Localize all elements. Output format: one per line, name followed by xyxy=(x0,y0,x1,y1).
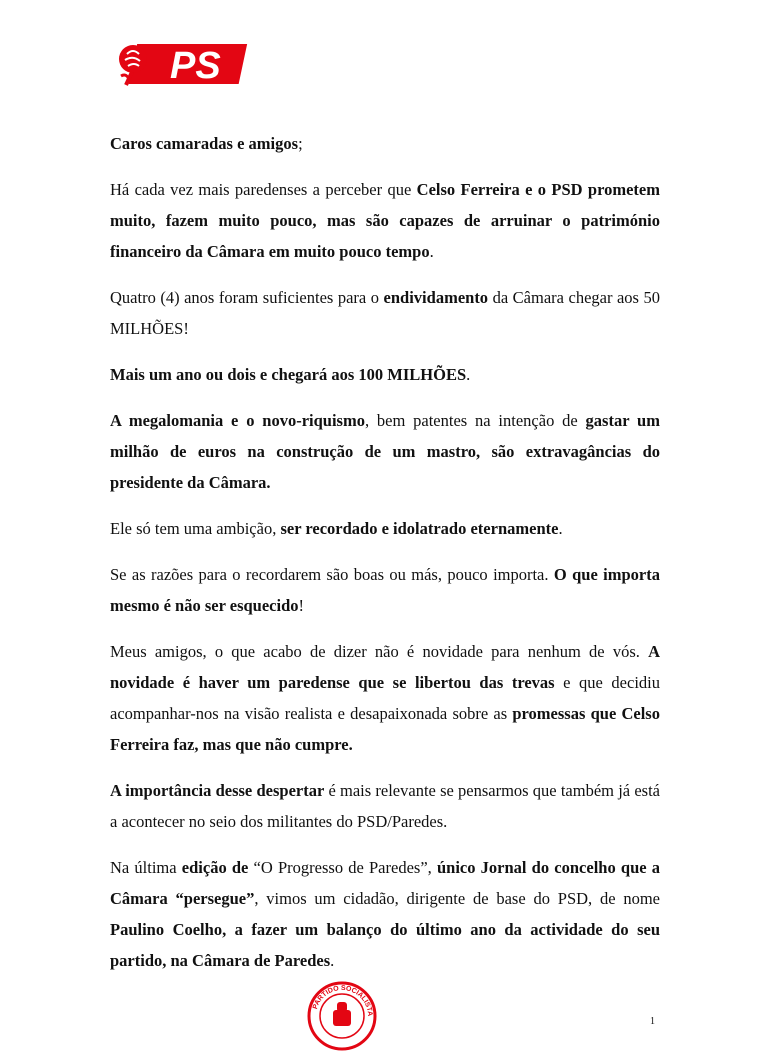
letter-paragraph xyxy=(110,359,660,390)
bold-text: único Jornal do concelho que a Câmara “persegue” xyxy=(110,858,660,908)
bold-text: ser recordado e idolatrado eternamente xyxy=(280,519,559,538)
body-text: ! xyxy=(298,596,305,615)
emblem-text: PARTIDO SOCIALISTA xyxy=(311,984,374,1017)
body-text: , vimos um cidadão, dirigente de base do PSD, de nome xyxy=(254,889,660,908)
body-text: e que decidiu acompanhar-nos na visão realista e desapaixonada sobre as xyxy=(110,673,660,723)
bold-text: A importância desse despertar xyxy=(110,781,325,800)
letter-paragraph xyxy=(110,852,660,976)
body-text: , bem patentes na intenção de xyxy=(364,411,586,430)
body-text: Há cada vez mais paredenses a perceber que xyxy=(110,180,417,199)
bold-text: O que importa mesmo é não ser esquecido xyxy=(110,565,660,615)
body-text: Ele só tem uma ambição, xyxy=(110,519,281,538)
bold-text: gastar um milhão de euros na construção de um mastro, são extravagâncias do presidente da Câmara. xyxy=(110,411,660,492)
letter-paragraph xyxy=(110,636,660,760)
bold-text: A megalomania e o novo-riquismo xyxy=(110,411,365,430)
letter-body xyxy=(110,128,660,991)
body-text: da Câmara chegar aos 50 MILHÕES! xyxy=(110,288,660,338)
body-text: . xyxy=(558,519,563,538)
bold-text: Paulino Coelho, a fazer um balanço do último ano da actividade do seu partido, na Câmara de Paredes xyxy=(110,920,660,970)
party-emblem xyxy=(306,980,378,1052)
bold-text: Celso Ferreira e o PSD prometem muito, fazem muito pouco, mas são capazes de arruinar o património financeiro da Câmara em muito pouco tempo xyxy=(110,180,660,261)
body-text: Se as razões para o recordarem são boas ou más, pouco importa. xyxy=(110,565,554,584)
body-text: Na última xyxy=(110,858,182,877)
letter-paragraph xyxy=(110,559,660,621)
bold-text: Mais um ano ou dois e chegará aos 100 MILHÕES xyxy=(110,365,467,384)
body-text: . xyxy=(429,242,434,261)
page-number: 1 xyxy=(650,1016,655,1027)
body-text: é mais relevante se pensarmos que também já está a acontecer no seio dos militantes do PSD/Paredes. xyxy=(110,781,660,831)
letter-paragraph xyxy=(110,775,660,837)
letter-paragraph xyxy=(110,513,660,544)
body-text: . xyxy=(466,365,471,384)
logo-text: PS xyxy=(170,45,221,86)
body-text: Meus amigos, o que acabo de dizer não é novidade para nenhum de vós. xyxy=(110,642,649,661)
fist-icon xyxy=(333,1002,351,1026)
bold-text: endividamento xyxy=(383,288,489,307)
body-text: . xyxy=(330,951,335,970)
bold-text: A novidade é haver um paredense que se libertou das trevas xyxy=(110,642,660,692)
letter-paragraphs xyxy=(110,174,660,976)
letter-paragraph xyxy=(110,405,660,498)
body-text: Quatro (4) anos foram suficientes para o xyxy=(110,288,384,307)
letter-paragraph xyxy=(110,282,660,344)
bold-text: edição de xyxy=(181,858,249,877)
bold-text: promessas que Celso Ferreira faz, mas que não cumpre. xyxy=(110,704,660,754)
salutation: Caros camaradas e amigos; xyxy=(110,134,303,153)
ps-logo xyxy=(110,40,248,86)
letter-paragraph xyxy=(110,174,660,267)
body-text: “O Progresso de Paredes”, xyxy=(248,858,437,877)
